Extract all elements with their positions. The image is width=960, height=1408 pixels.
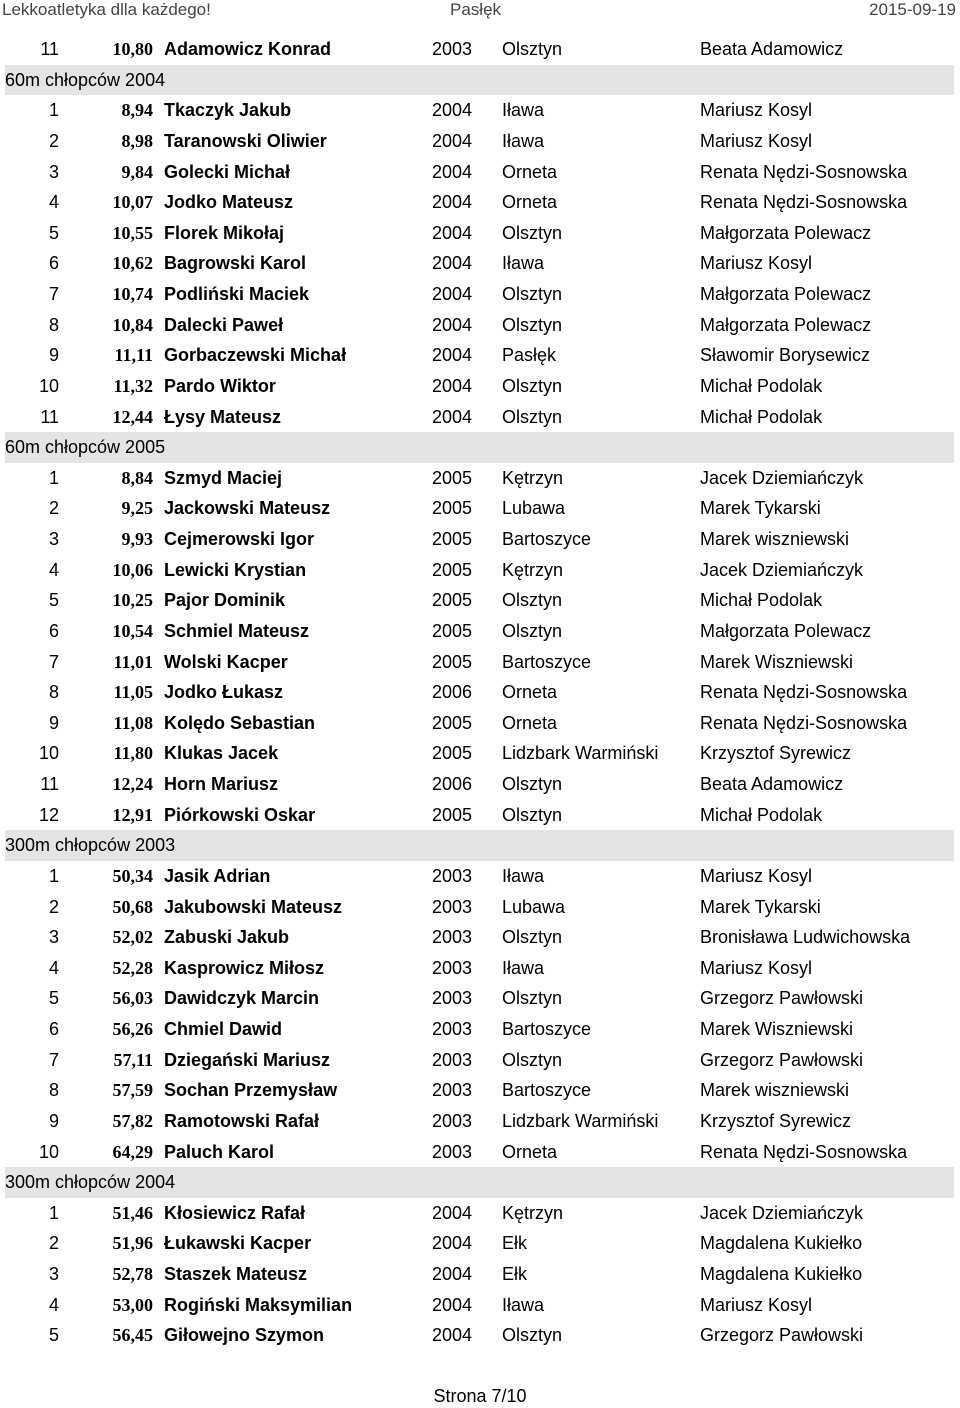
athlete-name: Kasprowicz Miłosz [164,957,325,978]
birth-year: 2005 [432,804,473,825]
athlete-name: Chmiel Dawid [164,1019,283,1039]
athlete-name: Adamowicz Konrad [164,39,332,59]
header-organizer: Lekkoatletyka dlla każdego! [2,0,211,19]
coach-name: Michał Podolak [700,375,823,396]
coach-name: Mariusz Kosyl [700,253,813,274]
result-place: 8 [48,314,59,335]
result-place: 7 [48,651,59,672]
result-place: 3 [48,1264,59,1284]
coach-name: Renata Nędzi-Sosnowska [700,712,908,733]
coach-name: Marek wiszniewski [700,529,850,549]
athlete-name: Łukawski Kacper [164,1233,312,1254]
result-place: 9 [48,1110,59,1131]
athlete-name: Kolędo Sebastian [164,712,316,733]
club-name: Lidzbark Warmiński [502,1110,659,1131]
result-row [5,463,954,494]
result-place: 9 [48,345,59,366]
athlete-name: Dziegański Mariusz [164,1049,331,1070]
birth-year: 2003 [432,1049,473,1070]
birth-year: 2004 [432,192,473,213]
result-place: 1 [48,100,59,121]
result-place: 4 [48,559,59,580]
athlete-name: Pajor Dominik [164,590,286,611]
club-name: Bartoszyce [502,529,592,549]
result-time: 57,59 [112,1080,153,1101]
result-row [5,555,954,586]
athlete-name: Klukas Jacek [164,743,279,764]
club-name: Olsztyn [502,620,563,641]
result-row [5,922,954,953]
birth-year: 2004 [432,1202,473,1223]
result-place: 10 [38,375,59,396]
result-row [5,953,954,984]
athlete-name: Zabuski Jakub [164,927,290,948]
result-time: 10,25 [112,590,153,611]
result-row [5,279,954,310]
result-time: 57,82 [112,1110,153,1131]
coach-name: Grzegorz Pawłowski [700,1049,864,1070]
athlete-name: Jasik Adrian [164,865,271,886]
birth-year: 2004 [432,284,473,304]
result-place: 5 [48,1325,59,1346]
athlete-name: Wolski Kacper [164,651,288,672]
result-row [5,708,954,739]
section-header [5,65,954,96]
result-place: 3 [48,927,59,948]
result-place: 2 [48,498,59,519]
result-time: 9,84 [121,161,153,182]
result-row [5,1014,954,1045]
athlete-name: Piórkowski Oskar [164,804,316,825]
result-time: 10,07 [112,192,153,213]
result-place: 3 [48,161,59,182]
coach-name: Michał Podolak [700,406,823,427]
club-name: Olsztyn [502,774,563,794]
birth-year: 2004 [432,100,473,121]
coach-name: Mariusz Kosyl [700,100,813,121]
birth-year: 2003 [432,1141,473,1162]
result-row [5,800,954,831]
athlete-name: Paluch Karol [164,1141,275,1162]
result-time: 51,96 [112,1233,153,1254]
result-row [5,1198,954,1229]
result-time: 11,05 [113,682,153,703]
result-time: 10,74 [112,284,153,304]
result-time: 12,91 [112,804,153,825]
coach-name: Jacek Dziemiańczyk [700,467,864,488]
coach-name: Krzysztof Syrewicz [700,1110,852,1131]
section-title: 300m chłopców 2004 [5,1172,176,1193]
club-name: Lubawa [502,498,566,519]
result-time: 64,29 [112,1141,153,1162]
birth-year: 2003 [432,896,473,917]
result-place: 12 [38,804,59,825]
result-row [5,1228,954,1259]
result-row [5,983,954,1014]
club-name: Kętrzyn [502,1202,564,1223]
coach-name: Mariusz Kosyl [700,130,813,151]
result-time: 56,26 [112,1019,153,1039]
result-time: 11,80 [113,743,153,764]
coach-name: Marek Wiszniewski [700,1019,854,1039]
result-time: 12,24 [112,774,153,794]
birth-year: 2005 [432,529,473,549]
result-place: 5 [48,222,59,243]
birth-year: 2004 [432,1294,473,1315]
result-row [5,340,954,371]
birth-year: 2004 [432,161,473,182]
result-time: 52,02 [112,927,153,948]
result-time: 10,55 [112,222,153,243]
birth-year: 2005 [432,590,473,611]
birth-year: 2003 [432,927,473,948]
athlete-name: Taranowski Oliwier [164,130,327,151]
coach-name: Beata Adamowicz [700,774,844,794]
coach-name: Grzegorz Pawłowski [700,1325,864,1346]
athlete-name: Florek Mikołaj [164,222,285,243]
club-name: Iława [502,130,545,151]
club-name: Olsztyn [502,1325,563,1346]
club-name: Lidzbark Warmiński [502,743,659,764]
club-name: Ełk [502,1264,528,1284]
result-place: 4 [48,192,59,213]
club-name: Bartoszyce [502,1080,592,1101]
result-place: 10 [38,743,59,764]
athlete-name: Dalecki Paweł [164,314,284,335]
club-name: Olsztyn [502,39,563,59]
result-place: 8 [48,682,59,703]
birth-year: 2004 [432,1264,473,1284]
athlete-name: Dawidczyk Marcin [164,988,320,1009]
coach-name: Bronisława Ludwichowska [700,927,911,948]
birth-year: 2003 [432,1080,473,1101]
athlete-name: Szmyd Maciej [164,467,283,488]
birth-year: 2003 [432,1110,473,1131]
athlete-name: Pardo Wiktor [164,375,276,396]
athlete-name: Schmiel Mateusz [164,620,310,641]
result-time: 8,84 [121,467,153,488]
birth-year: 2005 [432,498,473,519]
club-name: Iława [502,957,545,978]
club-name: Iława [502,253,545,274]
coach-name: Małgorzata Polewacz [700,222,872,243]
coach-name: Beata Adamowicz [700,39,844,59]
birth-year: 2004 [432,222,473,243]
athlete-name: Bagrowski Karol [164,253,307,274]
coach-name: Marek wiszniewski [700,1080,850,1101]
club-name: Olsztyn [502,927,563,948]
result-time: 56,45 [112,1325,153,1346]
result-time: 11,11 [114,345,153,366]
club-name: Pasłęk [502,345,557,366]
result-time: 56,03 [112,988,153,1009]
result-place: 11 [40,39,59,59]
birth-year: 2004 [432,406,473,427]
club-name: Olsztyn [502,284,563,304]
birth-year: 2005 [432,620,473,641]
club-name: Kętrzyn [502,467,564,488]
club-name: Olsztyn [502,1049,563,1070]
club-name: Orneta [502,682,558,703]
athlete-name: Horn Mariusz [164,774,279,794]
athlete-name: Staszek Mateusz [164,1264,308,1284]
result-row [5,892,954,923]
birth-year: 2003 [432,865,473,886]
coach-name: Mariusz Kosyl [700,957,813,978]
result-row [5,310,954,341]
athlete-name: Podliński Maciek [164,284,310,304]
result-place: 2 [48,896,59,917]
result-time: 10,62 [112,253,153,274]
result-time: 10,06 [112,559,153,580]
club-name: Ełk [502,1233,528,1254]
result-place: 11 [40,774,59,794]
result-time: 10,84 [112,314,153,335]
coach-name: Sławomir Borysewicz [700,345,871,366]
club-name: Iława [502,1294,545,1315]
athlete-name: Cejmerowski Igor [164,529,315,549]
result-row [5,1137,954,1168]
athlete-name: Kłosiewicz Rafał [164,1202,306,1223]
birth-year: 2005 [432,743,473,764]
coach-name: Magdalena Kukiełko [700,1264,863,1284]
page-number: Strona 7/10 [433,1386,527,1406]
result-row [5,402,954,433]
athlete-name: Rogiński Maksymilian [164,1294,353,1315]
coach-name: Mariusz Kosyl [700,1294,813,1315]
result-time: 10,54 [112,620,153,641]
coach-name: Michał Podolak [700,590,823,611]
result-row [5,524,954,555]
coach-name: Marek Wiszniewski [700,651,854,672]
result-time: 11,32 [113,375,153,396]
birth-year: 2005 [432,651,473,672]
header-date: 2015-09-19 [869,0,956,19]
result-row [5,1106,954,1137]
section-header [5,432,954,463]
coach-name: Małgorzata Polewacz [700,620,872,641]
section-title: 60m chłopców 2005 [5,437,166,458]
result-place: 10 [38,1141,59,1162]
birth-year: 2003 [432,1019,473,1039]
result-row [5,187,954,218]
birth-year: 2004 [432,375,473,396]
athlete-name: Gorbaczewski Michał [164,345,347,366]
result-place: 7 [48,284,59,304]
athlete-name: Jodko Mateusz [164,192,294,213]
result-place: 2 [48,130,59,151]
coach-name: Małgorzata Polewacz [700,314,872,335]
athlete-name: Łysy Mateusz [164,406,282,427]
result-time: 51,46 [112,1202,153,1223]
result-place: 6 [48,253,59,274]
section-title: 300m chłopców 2003 [5,835,176,856]
club-name: Orneta [502,712,558,733]
result-time: 8,98 [121,130,153,151]
club-name: Olsztyn [502,804,563,825]
result-row [5,1290,954,1321]
birth-year: 2005 [432,712,473,733]
birth-year: 2005 [432,559,473,580]
coach-name: Renata Nędzi-Sosnowska [700,192,908,213]
birth-year: 2004 [432,130,473,151]
result-place: 8 [48,1080,59,1101]
athlete-name: Tkaczyk Jakub [164,100,292,121]
coach-name: Małgorzata Polewacz [700,284,872,304]
result-place: 4 [48,957,59,978]
result-time: 52,28 [112,957,153,978]
section-header [5,1167,954,1198]
coach-name: Grzegorz Pawłowski [700,988,864,1009]
coach-name: Jacek Dziemiańczyk [700,559,864,580]
coach-name: Mariusz Kosyl [700,865,813,886]
birth-year: 2005 [432,467,473,488]
birth-year: 2004 [432,345,473,366]
section-header [5,830,954,861]
coach-name: Marek Tykarski [700,498,821,519]
result-time: 57,11 [113,1049,153,1070]
result-row [5,861,954,892]
birth-year: 2004 [432,253,473,274]
coach-name: Renata Nędzi-Sosnowska [700,161,908,182]
result-row [5,677,954,708]
result-place: 2 [48,1233,59,1254]
birth-year: 2006 [432,774,473,794]
result-time: 9,93 [121,529,153,549]
athlete-name: Giłowejno Szymon [164,1325,325,1346]
result-place: 5 [48,988,59,1009]
club-name: Orneta [502,161,558,182]
result-row [5,493,954,524]
result-row [5,1320,954,1351]
athlete-name: Ramotowski Rafał [164,1110,320,1131]
club-name: Kętrzyn [502,559,564,580]
result-row [5,1259,954,1290]
athlete-name: Lewicki Krystian [164,559,307,580]
result-row [5,1045,954,1076]
coach-name: Marek Tykarski [700,896,821,917]
result-row [5,371,954,402]
club-name: Orneta [502,1141,558,1162]
athlete-name: Golecki Michał [164,161,291,182]
athlete-name: Sochan Przemysław [164,1080,338,1101]
athlete-name: Jakubowski Mateusz [164,896,343,917]
page-header [0,0,960,22]
result-row [5,218,954,249]
club-name: Olsztyn [502,590,563,611]
club-name: Bartoszyce [502,1019,592,1039]
result-row [5,34,954,65]
result-row [5,157,954,188]
result-row [5,769,954,800]
result-time: 10,80 [112,39,153,59]
club-name: Iława [502,100,545,121]
result-place: 4 [48,1294,59,1315]
birth-year: 2004 [432,314,473,335]
club-name: Iława [502,865,545,886]
coach-name: Michał Podolak [700,804,823,825]
birth-year: 2003 [432,39,473,59]
result-time: 50,68 [112,896,153,917]
coach-name: Jacek Dziemiańczyk [700,1202,864,1223]
club-name: Olsztyn [502,314,563,335]
header-location: Pasłęk [450,0,502,19]
club-name: Olsztyn [502,222,563,243]
athlete-name: Jodko Łukasz [164,682,284,703]
result-row [5,95,954,126]
athlete-name: Jackowski Mateusz [164,498,331,519]
result-row [5,585,954,616]
result-place: 11 [40,406,59,427]
birth-year: 2003 [432,957,473,978]
result-time: 9,25 [121,498,153,519]
result-time: 53,00 [112,1294,153,1315]
result-time: 8,94 [121,100,153,121]
coach-name: Krzysztof Syrewicz [700,743,852,764]
result-row [5,647,954,678]
club-name: Orneta [502,192,558,213]
result-row [5,248,954,279]
result-place: 3 [48,529,59,549]
club-name: Olsztyn [502,988,563,1009]
result-place: 9 [48,712,59,733]
coach-name: Renata Nędzi-Sosnowska [700,682,908,703]
birth-year: 2006 [432,682,473,703]
birth-year: 2004 [432,1325,473,1346]
birth-year: 2004 [432,1233,473,1254]
club-name: Lubawa [502,896,566,917]
result-row [5,126,954,157]
result-place: 7 [48,1049,59,1070]
club-name: Olsztyn [502,406,563,427]
result-time: 50,34 [112,865,153,886]
result-row [5,616,954,647]
result-time: 11,08 [113,712,153,733]
section-title: 60m chłopców 2004 [5,69,166,90]
birth-year: 2003 [432,988,473,1009]
result-row [5,738,954,769]
result-place: 6 [48,1019,59,1039]
result-place: 6 [48,620,59,641]
club-name: Olsztyn [502,375,563,396]
coach-name: Renata Nędzi-Sosnowska [700,1141,908,1162]
result-place: 1 [48,1202,59,1223]
result-place: 5 [48,590,59,611]
result-row [5,1075,954,1106]
result-place: 1 [48,467,59,488]
result-place: 1 [48,865,59,886]
club-name: Bartoszyce [502,651,592,672]
result-time: 52,78 [112,1264,153,1284]
result-time: 12,44 [112,406,153,427]
results-table [5,34,954,1351]
coach-name: Magdalena Kukiełko [700,1233,863,1254]
result-time: 11,01 [113,651,153,672]
